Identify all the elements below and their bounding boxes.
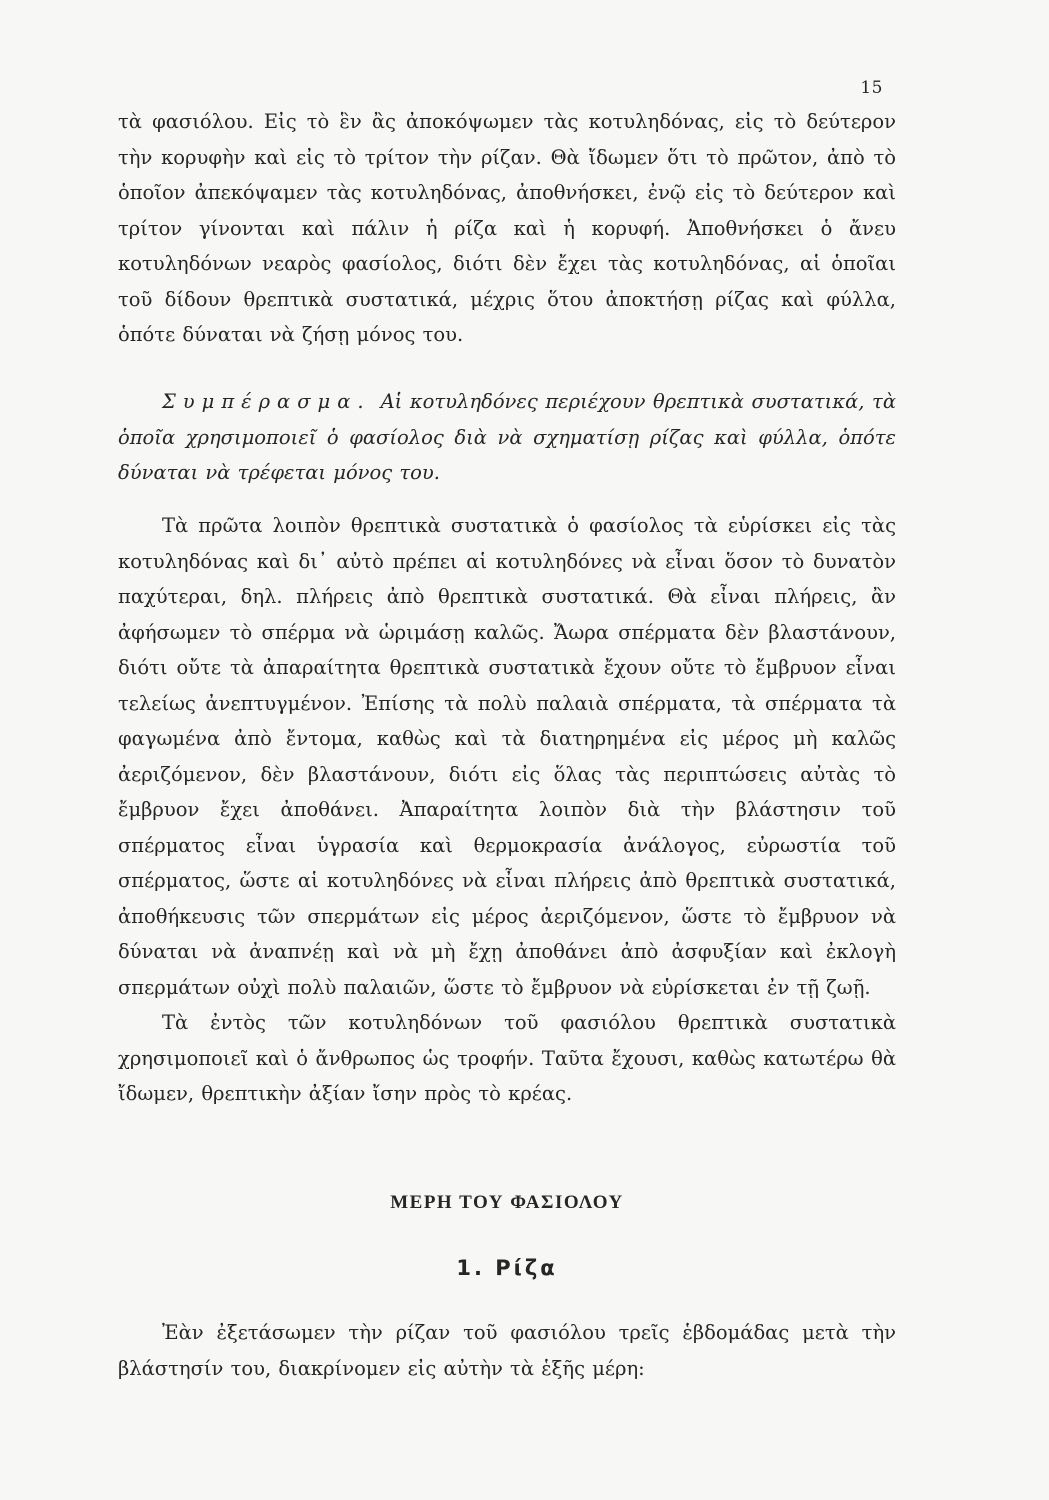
subsection-heading: 1. Ρίζα	[456, 1256, 558, 1280]
paragraph-text: τὰ φασιόλου. Εἰς τὸ ἓν ἂς ἀποκόψωμεν τὰς κοτυληδόνας, εἰς τὸ δεύτερον τὴν κορυφὴν καὶ εἰς τὸ τρίτον τὴν ρίζαν. Θὰ ἴδωμεν ὅτι τὸ πρῶτον, ἀπὸ τὸ ὁποῖον ἀπεκόψαμεν τὰς κοτυληδόνας, ἀποθνήσκει, ἐνῷ εἰς τὸ δεύτερον καὶ τρίτον γίνονται καὶ πάλιν ἡ ρίζα καὶ ἡ κορυφή. Ἀποθνήσκει ὁ ἄνευ κοτυληδόνων νεαρὸς φασίολος, διότι δὲν ἔχει τὰς κοτυληδόνας, αἱ ὁποῖαι τοῦ δίδουν θρεπτικὰ συστατικά, μέχρις ὅτου ἀποκτήσῃ ρίζας καὶ φύλλα, ὁπότε δύναται νὰ ζήσῃ μόνος του.	[118, 110, 896, 346]
summary-text: Αἱ κοτυληδόνες περιέχουν θρεπτικὰ συστατικά, τὰ ὁποῖα χρησιμοποιεῖ ὁ φασίολος διὰ νὰ σχηματίσῃ ρίζας καὶ φύλλα, ὁπότε δύναται νὰ τρέφεται μόνος του.	[118, 390, 896, 484]
page-number: 15	[860, 78, 883, 98]
paragraph-root	[118, 1315, 896, 1386]
summary-label: Συμπέρασμα.	[162, 390, 371, 413]
paragraph-intro	[118, 104, 896, 353]
main-paragraphs	[118, 508, 896, 1112]
paragraph-text: Τὰ ἐντὸς τῶν κοτυληδόνων τοῦ φασιόλου θρεπτικὰ συστατικὰ χρησιμοποιεῖ καὶ ὁ ἄνθρωπος ὡς τροφήν. Ταῦτα ἔχουσι, καθὼς κατωτέρω θὰ ἴδωμεν, θρεπτικὴν ἀξίαν ἴσην πρὸς τὸ κρέας.	[118, 1011, 896, 1105]
section-heading: ΜΕΡΗ ΤΟΥ ΦΑΣΙΟΛΟΥ	[390, 1192, 624, 1213]
summary-paragraph	[118, 384, 896, 491]
paragraph-text: Ἐὰν ἐξετάσωμεν τὴν ρίζαν τοῦ φασιόλου τρεῖς ἑβδομάδας μετὰ τὴν βλάστησίν του, διακρίνομεν εἰς αὐτὴν τὰ ἑξῆς μέρη:	[118, 1321, 896, 1380]
paragraph-text: Τὰ πρῶτα λοιπὸν θρεπτικὰ συστατικὰ ὁ φασίολος τὰ εὑρίσκει εἰς τὰς κοτυληδόνας καὶ δι᾿ αὐτὸ πρέπει αἱ κοτυληδόνες νὰ εἶναι ὅσον τὸ δυνατὸν παχύτεραι, δηλ. πλήρεις ἀπὸ θρεπτικὰ συστατικά. Θὰ εἶναι πλήρεις, ἂν ἀφήσωμεν τὸ σπέρμα νὰ ὡριμάσῃ καλῶς. Ἄωρα σπέρματα δὲν βλαστάνουν, διότι οὔτε τὰ ἀπαραίτητα θρεπτικὰ συστατικὰ ἔχουν οὔτε τὸ ἔμβρυον εἶναι τελείως ἀνεπτυγμένον. Ἐπίσης τὰ πολὺ παλαιὰ σπέρματα, τὰ σπέρματα τὰ φαγωμένα ἀπὸ ἔντομα, καθὼς καὶ τὰ διατηρημένα εἰς μέρος μὴ καλῶς ἀεριζόμενον, δὲν βλαστάνουν, διότι εἰς ὅλας τὰς περιπτώσεις αὐτὰς τὸ ἔμβρυον ἔχει ἀποθάνει. Ἀπαραίτητα λοιπὸν διὰ τὴν βλάστησιν τοῦ σπέρματος εἶναι ὑγρασία καὶ θερμοκρασία ἀνάλογος, εὐρωστία τοῦ σπέρματος, ὥστε αἱ κοτυληδόνες νὰ εἶναι πλήρεις ἀπὸ θρεπτικὰ συστατικά, ἀποθήκευσις τῶν σπερμάτων εἰς μέρος ἀεριζόμενον, ὥστε τὸ ἔμβρυον νὰ δύναται νὰ ἀναπνέῃ καὶ νὰ μὴ ἔχῃ ἀποθάνει ἀπὸ ἀσφυξίαν καὶ ἐκλογὴ σπερμάτων οὐχὶ πολὺ παλαιῶν, ὥστε τὸ ἔμβρυον νὰ εὑρίσκεται ἐν τῇ ζωῇ.	[118, 514, 896, 999]
